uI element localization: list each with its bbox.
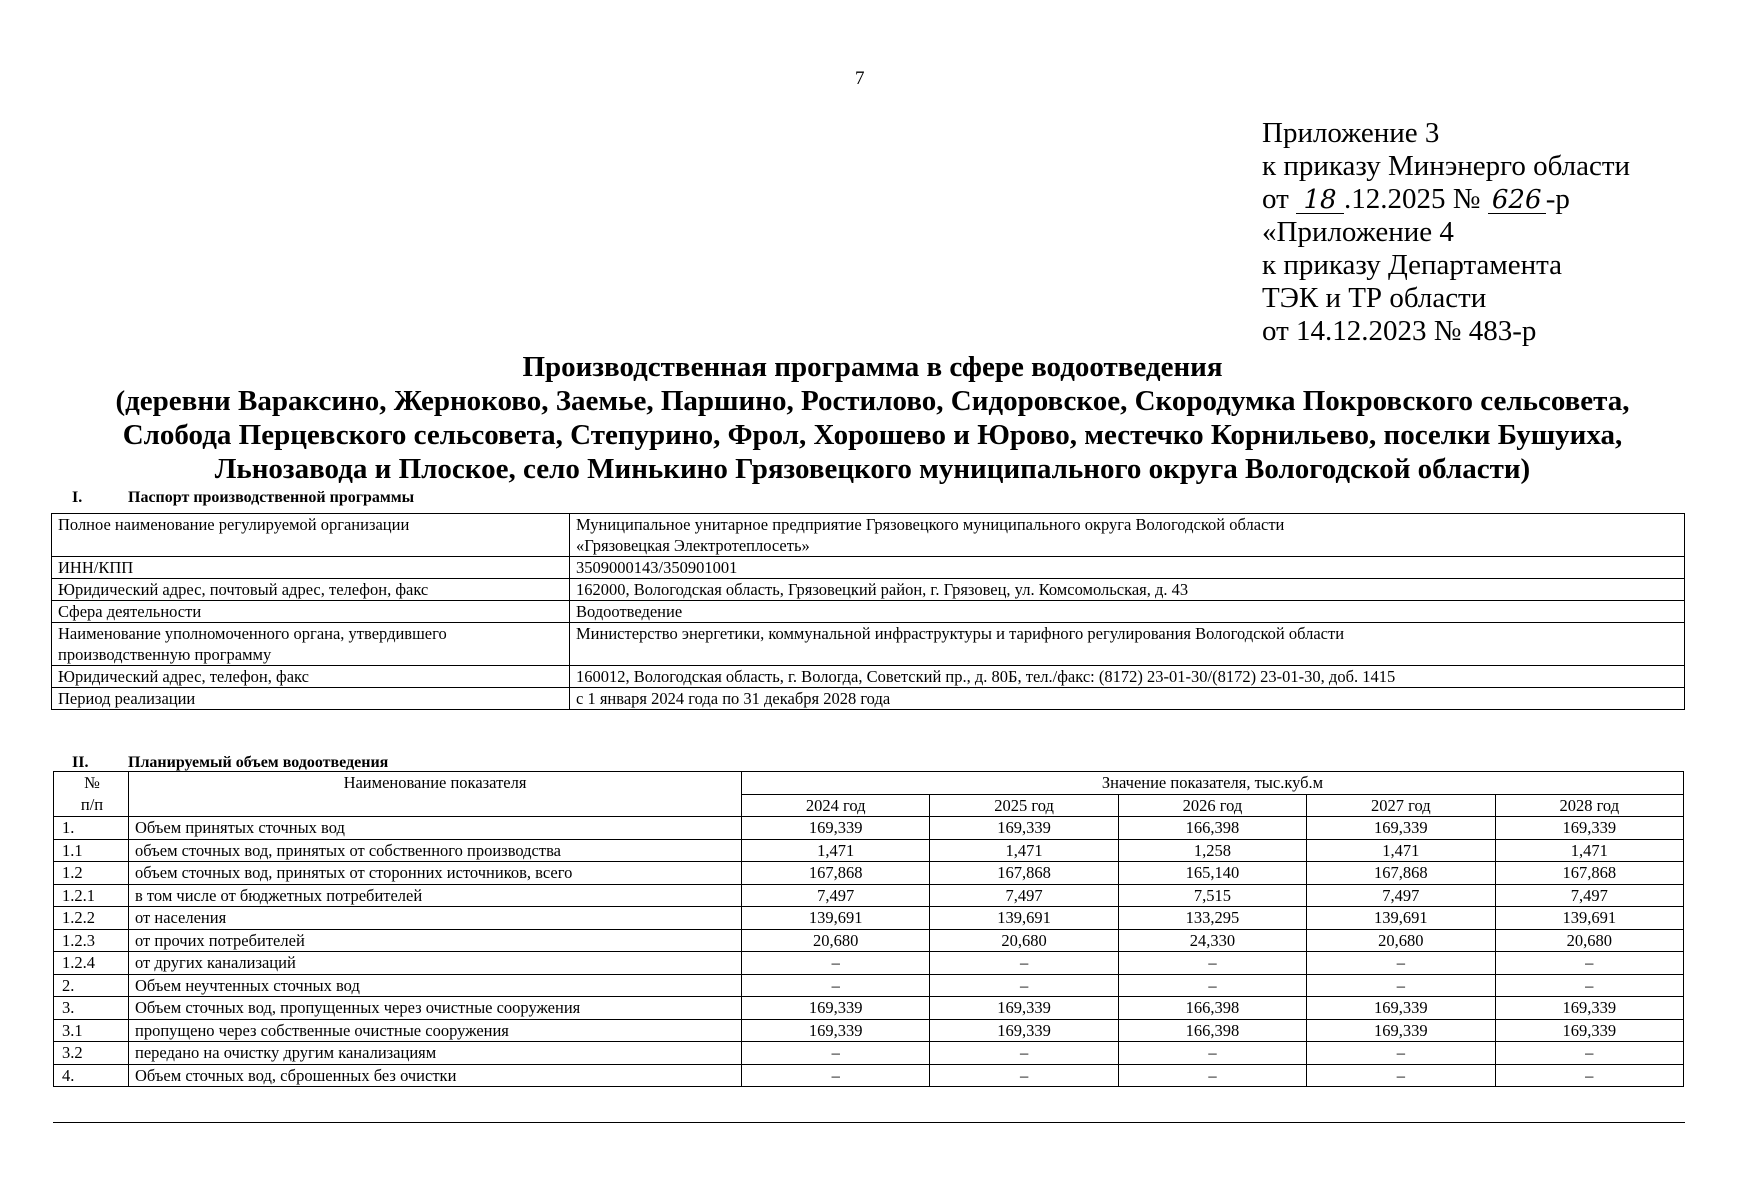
indicator-value: – [1118, 974, 1306, 997]
indicator-value: – [1495, 952, 1683, 975]
table-row [54, 974, 1684, 997]
passport-value: 3509000143/350901001 [570, 557, 1685, 579]
indicator-value: – [1307, 1042, 1495, 1065]
indicator-value: – [930, 974, 1118, 997]
indicator-value: – [1118, 952, 1306, 975]
row-number: 1.2.4 [54, 952, 129, 975]
indicator-name: объем сточных вод, принятых от собственного производства [129, 839, 742, 862]
document-title [40, 350, 1705, 486]
volume-table [53, 771, 1684, 1087]
indicator-value: 169,339 [742, 1019, 930, 1042]
indicator-value: 139,691 [930, 907, 1118, 930]
indicator-value: 7,497 [1495, 884, 1683, 907]
indicator-value: 166,398 [1118, 817, 1306, 840]
indicator-value: 7,515 [1118, 884, 1306, 907]
section-title: Планируемый объем водоотведения [128, 754, 389, 771]
indicator-value: 139,691 [742, 907, 930, 930]
appendix-order-line [1262, 183, 1630, 216]
indicator-value: 24,330 [1118, 929, 1306, 952]
header-no-2: п/п [54, 794, 129, 817]
passport-row [52, 514, 1685, 557]
appendix-line: ТЭК и ТР области [1262, 282, 1487, 314]
title-line: Производственная программа в сфере водоотведения [522, 351, 1223, 383]
table-row [54, 884, 1684, 907]
row-number: 4. [54, 1064, 129, 1087]
indicator-value: 20,680 [1307, 929, 1495, 952]
appendix-from: от [1262, 183, 1289, 215]
row-number: 2. [54, 974, 129, 997]
indicator-value: – [930, 1042, 1118, 1065]
indicator-value: 1,258 [1118, 839, 1306, 862]
appendix-line: Приложение 3 [1262, 117, 1440, 149]
page-number: 7 [855, 68, 865, 89]
indicator-name: Объем принятых сточных вод [129, 817, 742, 840]
header-indicator-name: Наименование показателя [129, 772, 742, 817]
table-row [54, 929, 1684, 952]
indicator-value: 133,295 [1118, 907, 1306, 930]
passport-row [52, 688, 1685, 710]
passport-label: Период реализации [52, 688, 570, 710]
indicator-value: 166,398 [1118, 1019, 1306, 1042]
indicator-value: 169,339 [1495, 997, 1683, 1020]
passport-value: с 1 января 2024 года по 31 декабря 2028 года [570, 688, 1685, 710]
indicator-name: от населения [129, 907, 742, 930]
row-number: 1.2.2 [54, 907, 129, 930]
indicator-value: 139,691 [1307, 907, 1495, 930]
passport-label: Наименование уполномоченного органа, утвердившего производственную программу [52, 623, 570, 666]
indicator-name: в том числе от бюджетных потребителей [129, 884, 742, 907]
indicator-value: – [1495, 1042, 1683, 1065]
indicator-value: 169,339 [1307, 817, 1495, 840]
indicator-value: – [1495, 1064, 1683, 1087]
indicator-value: 7,497 [1307, 884, 1495, 907]
indicator-name: Объем неучтенных сточных вод [129, 974, 742, 997]
table-row [54, 907, 1684, 930]
section-number: I. [72, 489, 83, 506]
indicator-value: 167,868 [1307, 862, 1495, 885]
section-heading-passport [48, 489, 414, 507]
indicator-value: – [930, 952, 1118, 975]
indicator-value: 167,868 [742, 862, 930, 885]
passport-row [52, 623, 1685, 666]
section-heading-volume [48, 754, 388, 772]
indicator-value: 1,471 [742, 839, 930, 862]
appendix-line: «Приложение 4 [1262, 216, 1454, 248]
indicator-value: – [1307, 952, 1495, 975]
header-value-group: Значение показателя, тыс.куб.м [742, 772, 1684, 795]
indicator-value: – [930, 1064, 1118, 1087]
appendix-block [1262, 117, 1630, 348]
indicator-value: – [742, 952, 930, 975]
table-row [54, 997, 1684, 1020]
header-year: 2028 год [1495, 794, 1683, 817]
passport-label: Юридический адрес, телефон, факс [52, 666, 570, 688]
table-row [54, 817, 1684, 840]
indicator-name: объем сточных вод, принятых от сторонних источников, всего [129, 862, 742, 885]
passport-value: Министерство энергетики, коммунальной инфраструктуры и тарифного регулирования Вологодской области [570, 623, 1685, 666]
indicator-value: 20,680 [1495, 929, 1683, 952]
header-year: 2024 год [742, 794, 930, 817]
passport-label: Юридический адрес, почтовый адрес, телефон, факс [52, 579, 570, 601]
indicator-value: 169,339 [930, 1019, 1118, 1042]
indicator-name: Объем сточных вод, сброшенных без очистки [129, 1064, 742, 1087]
indicator-value: – [1307, 1064, 1495, 1087]
passport-label: Полное наименование регулируемой организации [52, 514, 570, 557]
indicator-value: 1,471 [930, 839, 1118, 862]
indicator-value: 165,140 [1118, 862, 1306, 885]
row-number: 1.1 [54, 839, 129, 862]
appendix-suffix: -р [1545, 183, 1570, 215]
table-row [54, 1042, 1684, 1065]
passport-row [52, 666, 1685, 688]
title-line: (деревни Вараксино, Жерноково, Заемье, Паршино, Ростилово, Сидоровское, Скородумка Покровского сельсовета, [115, 385, 1630, 417]
section-number: II. [72, 754, 89, 771]
appendix-line: к приказу Минэнерго области [1262, 150, 1631, 182]
passport-value: Водоотведение [570, 601, 1685, 623]
table-row [54, 839, 1684, 862]
indicator-name: от других канализаций [129, 952, 742, 975]
indicator-value: 169,339 [1495, 1019, 1683, 1042]
indicator-value: 169,339 [742, 817, 930, 840]
indicator-value: 7,497 [930, 884, 1118, 907]
indicator-value: 20,680 [742, 929, 930, 952]
indicator-value: – [1118, 1064, 1306, 1087]
header-year: 2025 год [930, 794, 1118, 817]
indicator-value: 1,471 [1495, 839, 1683, 862]
indicator-value: 169,339 [930, 997, 1118, 1020]
table-row [54, 1064, 1684, 1087]
passport-row [52, 557, 1685, 579]
indicator-value: 169,339 [930, 817, 1118, 840]
indicator-value: 20,680 [930, 929, 1118, 952]
passport-row [52, 579, 1685, 601]
header-year: 2027 год [1307, 794, 1495, 817]
indicator-value: 167,868 [930, 862, 1118, 885]
indicator-value: 7,497 [742, 884, 930, 907]
indicator-name: Объем сточных вод, пропущенных через очистные сооружения [129, 997, 742, 1020]
row-number: 1. [54, 817, 129, 840]
indicator-value: 169,339 [1495, 817, 1683, 840]
indicator-value: – [1495, 974, 1683, 997]
title-line: Льнозавода и Плоское, село Минькино Грязовецкого муниципального округа Вологодской области) [214, 453, 1531, 485]
indicator-value: – [1307, 974, 1495, 997]
appendix-line: от 14.12.2023 № 483-р [1262, 315, 1537, 347]
row-number: 3. [54, 997, 129, 1020]
indicator-name: передано на очистку другим канализациям [129, 1042, 742, 1065]
indicator-name: от прочих потребителей [129, 929, 742, 952]
section-title: Паспорт производственной программы [128, 489, 415, 506]
passport-value: Муниципальное унитарное предприятие Грязовецкого муниципального округа Вологодской области «Грязовецкая Электротеплосеть» [570, 514, 1685, 557]
table-row [54, 952, 1684, 975]
passport-table [51, 513, 1685, 710]
bottom-rule [53, 1122, 1685, 1123]
table-row [54, 862, 1684, 885]
handwritten-order-number: 626 [1488, 187, 1546, 214]
indicator-value: 139,691 [1495, 907, 1683, 930]
passport-label: ИНН/КПП [52, 557, 570, 579]
row-number: 1.2.1 [54, 884, 129, 907]
appendix-line: к приказу Департамента [1262, 249, 1563, 281]
indicator-value: – [742, 974, 930, 997]
indicator-name: пропущено через собственные очистные сооружения [129, 1019, 742, 1042]
indicator-value: 166,398 [1118, 997, 1306, 1020]
title-line: Слобода Перцевского сельсовета, Степурино, Фрол, Хорошево и Юрово, местечко Корнильево, поселки Бушуиха, [122, 419, 1623, 451]
passport-label: Сфера деятельности [52, 601, 570, 623]
header-no: № [54, 772, 129, 795]
row-number: 3.1 [54, 1019, 129, 1042]
handwritten-day: 18 [1296, 187, 1344, 214]
indicator-value: – [742, 1064, 930, 1087]
row-number: 3.2 [54, 1042, 129, 1065]
indicator-value: – [1118, 1042, 1306, 1065]
passport-row [52, 601, 1685, 623]
header-year: 2026 год [1118, 794, 1306, 817]
row-number: 1.2 [54, 862, 129, 885]
indicator-value: 1,471 [1307, 839, 1495, 862]
table-row [54, 1019, 1684, 1042]
row-number: 1.2.3 [54, 929, 129, 952]
indicator-value: 169,339 [1307, 1019, 1495, 1042]
indicator-value: 169,339 [742, 997, 930, 1020]
indicator-value: – [742, 1042, 930, 1065]
indicator-value: 169,339 [1307, 997, 1495, 1020]
passport-value: 162000, Вологодская область, Грязовецкий район, г. Грязовец, ул. Комсомольская, д. 43 [570, 579, 1685, 601]
indicator-value: 167,868 [1495, 862, 1683, 885]
passport-value: 160012, Вологодская область, г. Вологда, Советский пр., д. 80Б, тел./факс: (8172) 23-01-30/(8172) 23-01-30, доб. 1415 [570, 666, 1685, 688]
appendix-date: .12.2025 № [1344, 183, 1481, 215]
